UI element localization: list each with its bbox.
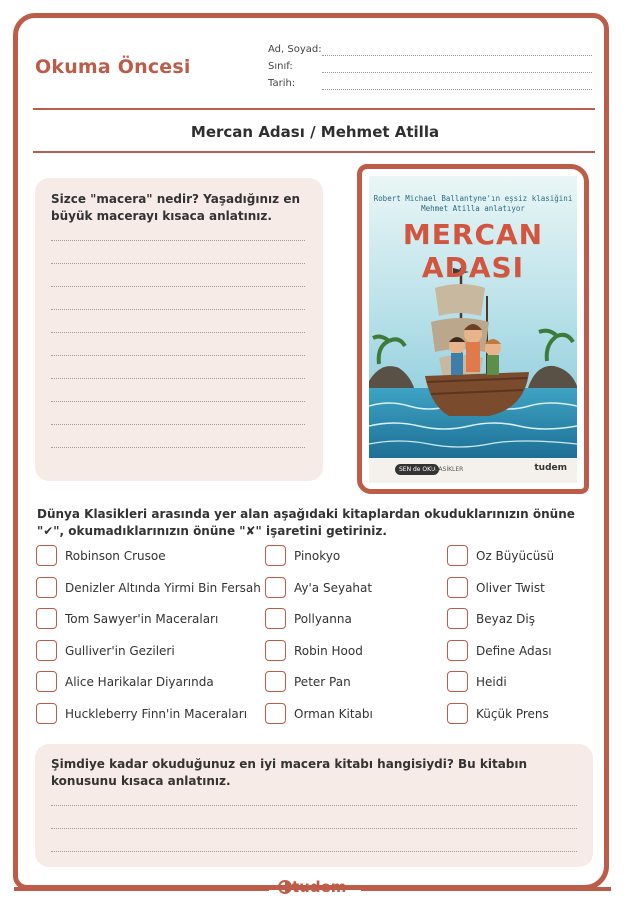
series-badge: SEN de OKU	[395, 464, 439, 475]
cover-publisher: tudem	[534, 463, 567, 473]
checkbox[interactable]	[36, 640, 57, 661]
instructions: Dünya Klasikleri arasında yer alan aşağıdaki kitaplardan okuduklarınızın önüne "✔", okumadıklarınızın önüne "✘" işaretini getiriniz.	[37, 507, 575, 538]
book-label: Orman Kitabı	[294, 707, 373, 721]
tudem-logo-icon	[278, 880, 292, 894]
footer-logo-text: tudem	[292, 878, 347, 896]
book-label: Peter Pan	[294, 675, 351, 689]
book-label: Beyaz Diş	[476, 612, 536, 626]
checkbox[interactable]	[265, 671, 286, 692]
date-label: Tarih:	[268, 78, 296, 89]
book-cover	[369, 176, 577, 483]
book-label: Alice Harikalar Diyarında	[65, 675, 214, 689]
class-label: Sınıf:	[268, 61, 293, 72]
answer-line[interactable]	[51, 828, 577, 829]
answer-line[interactable]	[51, 263, 305, 264]
book-label: Ay'a Seyahat	[294, 581, 373, 595]
book-label: Heidi	[476, 675, 507, 689]
checkbox[interactable]	[36, 545, 57, 566]
cover-subtitle: Robert Michael Ballantyne'ın eşsiz klasiğini Mehmet Atilla anlatıyor	[373, 194, 573, 213]
checkbox[interactable]	[447, 640, 468, 661]
checkbox[interactable]	[447, 703, 468, 724]
footer-logo	[278, 878, 346, 896]
checkbox[interactable]	[36, 671, 57, 692]
book-label: Robinson Crusoe	[65, 549, 166, 563]
book-label: Oz Büyücüsü	[476, 549, 555, 563]
checkbox[interactable]	[447, 608, 468, 629]
book-label: Robin Hood	[294, 644, 363, 658]
checkbox[interactable]	[265, 545, 286, 566]
answer-line[interactable]	[51, 286, 305, 287]
question2-text: Şimdiye kadar okuduğunuz en iyi macera kitabı hangisiydi? Bu kitabın konusunu kısaca anlatınız.	[51, 757, 528, 788]
question1-text: Sizce "macera" nedir? Yaşadığınız en büyük macerayı kısaca anlatınız.	[51, 192, 300, 223]
footer-divider	[361, 887, 611, 891]
answer-line[interactable]	[51, 309, 305, 310]
checkbox[interactable]	[36, 703, 57, 724]
answer-line[interactable]	[51, 424, 305, 425]
book-label: Oliver Twist	[476, 581, 545, 595]
checkbox[interactable]	[265, 640, 286, 661]
cover-footer	[369, 458, 577, 483]
book-title: Mercan Adası / Mehmet Atilla	[190, 123, 440, 141]
checkbox[interactable]	[265, 577, 286, 598]
series-label: KLASİKLER	[431, 466, 464, 473]
cover-title: MERCAN ADASI	[402, 218, 544, 284]
answer-line[interactable]	[51, 447, 305, 448]
page-title: Okuma Öncesi	[35, 56, 191, 78]
checkbox[interactable]	[36, 577, 57, 598]
divider	[33, 151, 595, 153]
answer-line[interactable]	[51, 805, 577, 806]
book-label: Huckleberry Finn'in Maceraları	[65, 707, 248, 721]
book-label: Tom Sawyer'in Maceraları	[65, 612, 219, 626]
question2-panel	[35, 744, 593, 867]
book-label: Küçük Prens	[476, 707, 549, 721]
class-field[interactable]	[322, 72, 592, 73]
answer-line[interactable]	[51, 240, 305, 241]
date-field[interactable]	[322, 89, 592, 90]
answer-line[interactable]	[51, 378, 305, 379]
answer-line[interactable]	[51, 851, 577, 852]
checkbox[interactable]	[265, 703, 286, 724]
book-label: Gulliver'in Gezileri	[65, 644, 175, 658]
book-label: Denizler Altında Yirmi Bin Fersah	[65, 581, 261, 595]
checkbox[interactable]	[447, 545, 468, 566]
answer-line[interactable]	[51, 401, 305, 402]
question1-panel	[35, 178, 323, 481]
name-label: Ad, Soyad:	[268, 44, 322, 55]
divider	[33, 108, 595, 110]
checkbox[interactable]	[447, 671, 468, 692]
book-label: Pinokyo	[294, 549, 341, 563]
footer-divider	[14, 887, 269, 891]
checkbox[interactable]	[36, 608, 57, 629]
answer-line[interactable]	[51, 332, 305, 333]
book-label: Define Adası	[476, 644, 552, 658]
book-label: Pollyanna	[294, 612, 352, 626]
name-field[interactable]	[322, 55, 592, 56]
answer-line[interactable]	[51, 355, 305, 356]
checkbox[interactable]	[447, 577, 468, 598]
checkbox[interactable]	[265, 608, 286, 629]
